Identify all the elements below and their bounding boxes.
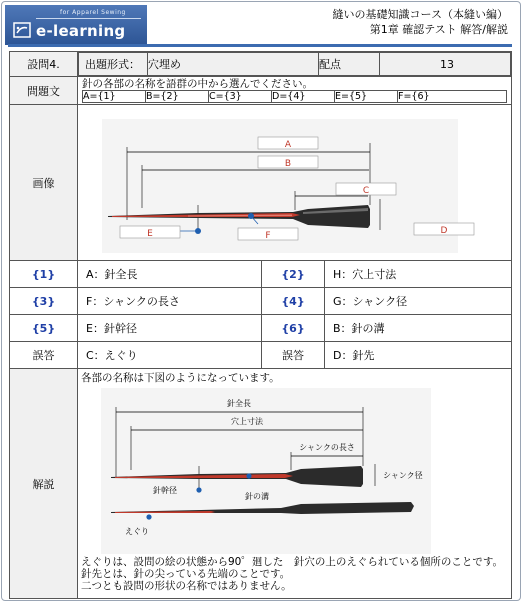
label-c bbox=[336, 183, 396, 196]
answer-text: G：シャンク径 bbox=[325, 288, 512, 315]
blank-d: D={4} bbox=[272, 91, 335, 103]
label-groove: 針の溝 bbox=[245, 492, 269, 501]
logo-sewing-icon bbox=[13, 22, 31, 38]
header-rule bbox=[8, 44, 512, 47]
image-row bbox=[10, 105, 512, 261]
answer-text: C：えぐり bbox=[78, 342, 262, 369]
image-label: 画像 bbox=[10, 105, 78, 261]
explanation-intro: 各部の名称は下図のようになっています。 bbox=[81, 372, 280, 384]
label-total-length: 針全長 bbox=[227, 399, 251, 408]
answer-row-2 bbox=[10, 288, 512, 315]
format-value: 穴埋め bbox=[148, 53, 319, 76]
logo-name: e-learning bbox=[36, 22, 126, 40]
explanation-line-1: えぐりは、設問の絵の状態から90゜廻した 針穴の上のえぐられている個所のことです。 bbox=[81, 556, 504, 568]
course-subtitle: 第1章 確認テスト 解答/解説 bbox=[369, 23, 508, 36]
svg-text:E: E bbox=[147, 229, 153, 239]
question-text-row bbox=[10, 77, 512, 105]
label-scarf: えぐり bbox=[125, 527, 149, 536]
answer-text: H：穴上寸法 bbox=[325, 261, 512, 288]
svg-text:F: F bbox=[265, 231, 271, 241]
label-eye-dimension: 穴上寸法 bbox=[231, 417, 263, 426]
needle-question-figure bbox=[78, 105, 510, 257]
question-text: 針の各部の名称を語群の中から選んでください。 bbox=[82, 78, 313, 90]
answer-row-3 bbox=[10, 315, 512, 342]
answer-number: {5} bbox=[10, 315, 78, 342]
elearning-logo bbox=[5, 5, 147, 45]
answer-text: D：針先 bbox=[325, 342, 512, 369]
answer-number: {6} bbox=[262, 315, 325, 342]
label-shank-length: シャンクの長さ bbox=[299, 443, 355, 452]
svg-text:B: B bbox=[284, 159, 292, 169]
answer-number: {1} bbox=[10, 261, 78, 288]
blank-f: F={6} bbox=[398, 91, 507, 103]
svg-text:D: D bbox=[440, 226, 448, 236]
course-title: 縫いの基礎知識コース（本縫い編） bbox=[332, 8, 508, 21]
answer-text: A：針全長 bbox=[78, 261, 262, 288]
logo-tagline: for Apparel Sewing bbox=[60, 9, 126, 16]
explanation-line-2: 針先とは、針の尖っている先端のことです。 bbox=[81, 568, 291, 580]
svg-text:A: A bbox=[284, 140, 292, 150]
format-label: 出題形式： bbox=[79, 53, 148, 76]
blank-c: C={3} bbox=[209, 91, 272, 103]
answer-row-wrong bbox=[10, 342, 512, 369]
label-a bbox=[258, 137, 318, 150]
answer-text: F：シャンクの長さ bbox=[78, 288, 262, 315]
label-blade-diameter: 針幹径 bbox=[153, 486, 177, 495]
answer-number: {2} bbox=[262, 261, 325, 288]
question-table bbox=[9, 51, 512, 599]
blank-b: B={2} bbox=[146, 91, 209, 103]
explanation-row bbox=[10, 369, 512, 599]
label-b bbox=[258, 156, 318, 169]
question-text-label: 問題文 bbox=[10, 77, 78, 105]
question-number: 設問4. bbox=[10, 52, 78, 77]
label-e bbox=[120, 226, 180, 239]
svg-text:C: C bbox=[362, 186, 370, 196]
question-header-row bbox=[10, 52, 512, 77]
points-label: 配点 bbox=[319, 53, 380, 76]
blank-a: A={1} bbox=[83, 91, 146, 103]
answer-number: {4} bbox=[262, 288, 325, 315]
explanation-line-3: 二つとも設問の形状の名称ではありません。 bbox=[81, 580, 292, 592]
wrong-answer-label: 誤答 bbox=[262, 342, 325, 369]
answer-number: {3} bbox=[10, 288, 78, 315]
blank-e: E={5} bbox=[335, 91, 398, 103]
label-f bbox=[238, 228, 298, 241]
logo-divider bbox=[36, 18, 141, 19]
explanation-label: 解説 bbox=[10, 369, 78, 599]
wrong-answer-label: 誤答 bbox=[10, 342, 78, 369]
answer-row-1 bbox=[10, 261, 512, 288]
label-shank-diameter: シャンク径 bbox=[383, 471, 423, 480]
needle-answer-figure bbox=[81, 386, 501, 556]
points-value: 13 bbox=[380, 53, 511, 76]
answer-text: B：針の溝 bbox=[325, 315, 512, 342]
course-header bbox=[333, 7, 508, 37]
label-d bbox=[414, 223, 474, 236]
answer-text: E：針幹径 bbox=[78, 315, 262, 342]
